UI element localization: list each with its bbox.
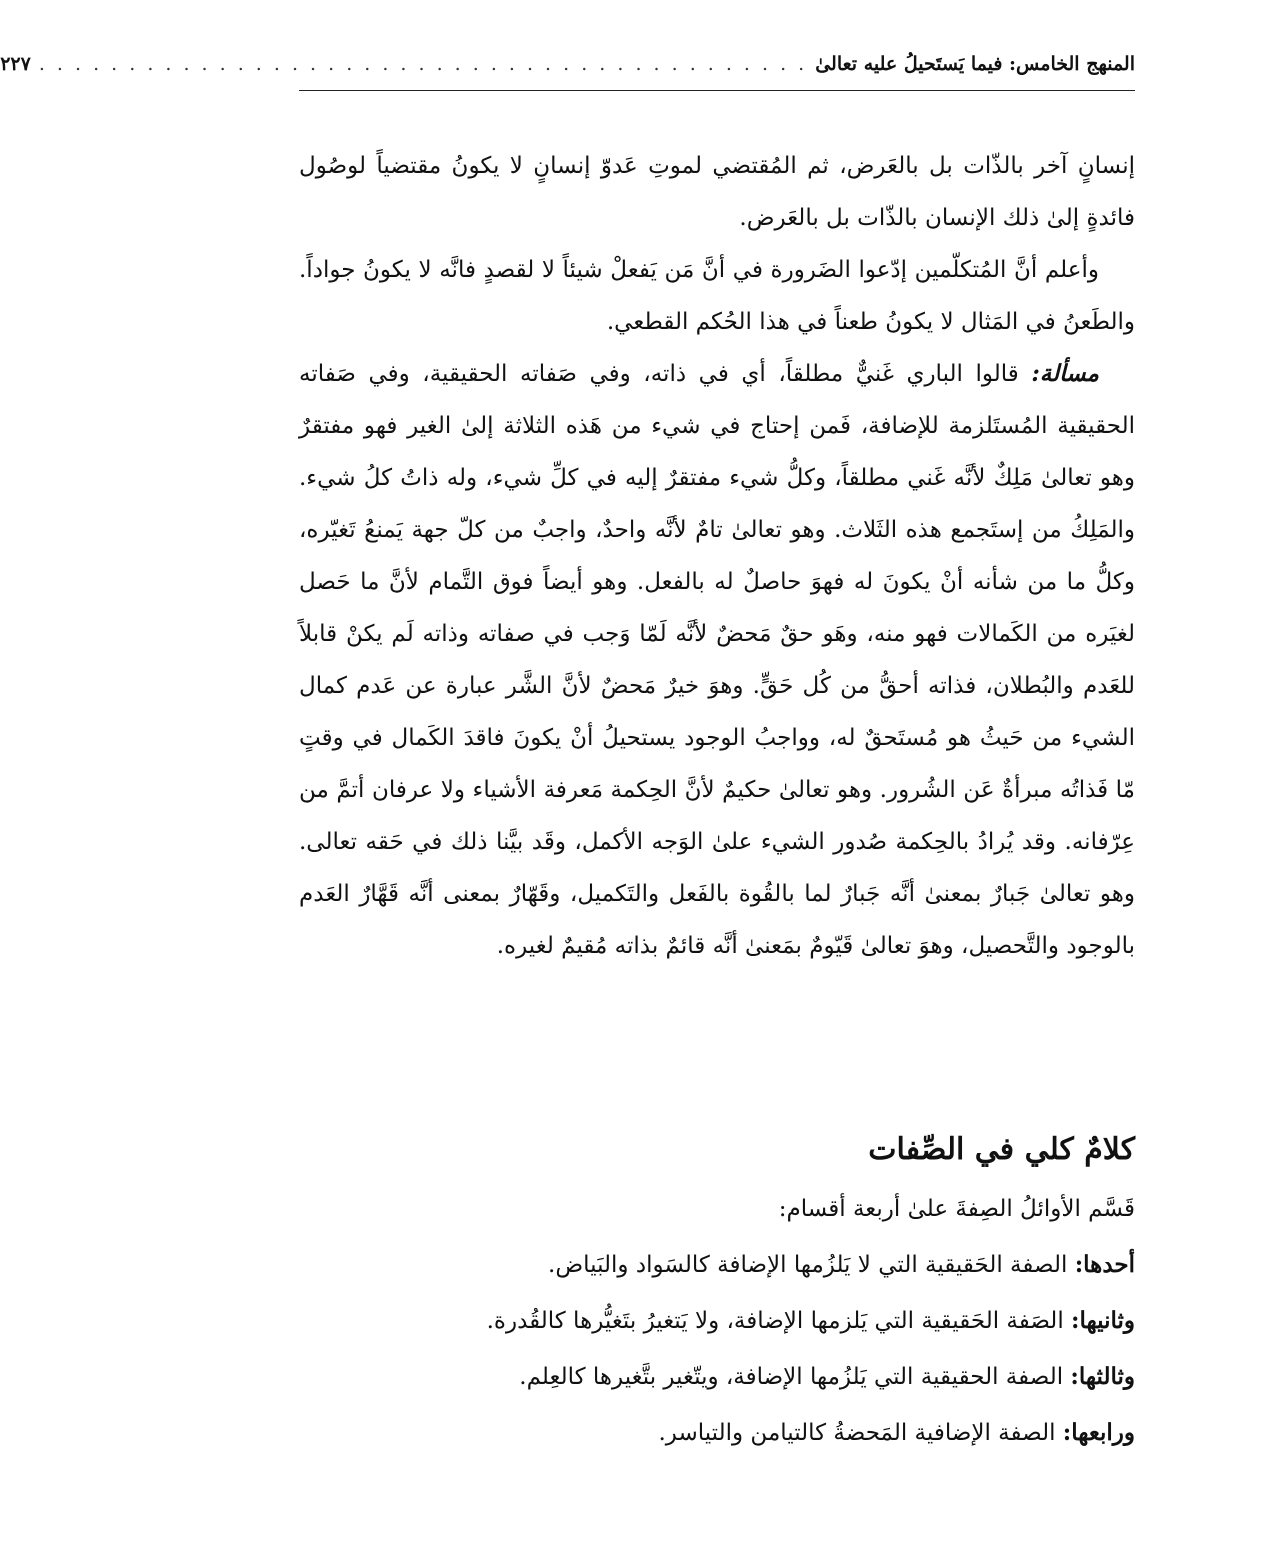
- paragraph-2: وأعلم أنَّ المُتكلّمين إدّعوا الضَرورة في أنَّ مَن يَفعلْ شيئاً لا لقصدٍ فانَّه لا يكونُ جواداً. والطَعنُ في المَثال لا يكونُ طعناً في هذا الحُكم القطعي.: [299, 257, 1135, 335]
- item-lead: وثانيها:: [1071, 1307, 1135, 1334]
- item-text: الصَفة الحَقيقية التي يَلزمها الإضافة، ولا يَتغيرُ بتَغيُّرها كالقُدرة.: [486, 1308, 1064, 1334]
- page-number: ٢٢٧: [0, 53, 31, 75]
- paragraph-1: إنسانٍ آخر بالذّات بل بالعَرض، ثم المُقتضي لموتِ عَدوّ إنسانٍ لا يكونُ مقتضياً لوصُول فائدةٍ إلىٰ ذلك الإنسان بالذّات بل بالعَرض.: [299, 153, 1135, 231]
- list-item: [299, 1349, 1135, 1405]
- list-item: [299, 1293, 1135, 1349]
- list-item: [299, 1405, 1135, 1461]
- header-rule: [299, 90, 1135, 91]
- item-text: الصفة الحقيقية التي يَلزُمها الإضافة، ويتّغير بتَّغيرها كالعِلم.: [519, 1364, 1064, 1390]
- section-intro: قَسَّم الأوائلُ الصِفةَ علىٰ أربعة أقسام:: [778, 1196, 1135, 1222]
- section-attributes: [299, 1125, 1135, 1461]
- chapter-title: المنهج الخامس: فيما يَستَحيلُ عليه تعالىٰ: [815, 53, 1135, 75]
- list-item: [299, 1237, 1135, 1293]
- item-text: الصفة الحَقيقية التي لا يَلزُمها الإضافة كالسَواد والبَياض.: [548, 1252, 1068, 1278]
- item-text: الصفة الإضافية المَحضةُ كالتيامن والتياسر.: [658, 1420, 1056, 1446]
- paragraph-3-text: قالوا الباري غَنيٌّ مطلقاً، أي في ذاته، وفي صَفاته الحقيقية، وفي صَفاته الحقيقية المُستَلزمة للإضافة، فَمن إحتاج في شيء من هَذه الثلاثة إلىٰ الغير فهو مفتقرٌ وهو تعالىٰ مَلِكٌ لأنَّه غَني مطلقاً، وكلُّ شيء مفتقرٌ إليه في كلِّ شيء، وله ذاتُ كلُ شيء. والمَلِكُ من إستَجمع هذه الثَلاث. وهو تعالىٰ تامٌ لأنَّه واحدٌ، واجبٌ من كلّ جهة يَمنعُ تَغيّره، وكلُّ ما من شأنه أنْ يكونَ له فهوَ حاصلٌ له بالفعل. وهو أيضاً فوق التَّمام لأنَّ ما حَصل لغيَره من الكَمالات فهو منه، وهَو حقٌ مَحضٌ لأنَّه لَمّا وَجب في صفاته وذاته لَم يكنْ قابلاً للعَدم والبُطلان، فذاته أحقُّ من كُل حَقٍّ. وهوَ خيرٌ مَحضٌ لأنَّ الشَّر عبارة عن عَدم كمال الشيء من حَيثُ هو مُستَحقٌ له، وواجبُ الوجود يستحيلُ أنْ يكونَ فاقدَ الكَمال في وقتٍ مّا فَذاتُه مبرأةٌ عَن الشُرور. وهو تعالىٰ حكيمٌ لأنَّ الحِكمة مَعرفة الأشياء ولا عرفان أتمَّ من عِرّفانه. وقد يُرادُ بالحِكمة صُدور الشيء علىٰ الوَجه الأكمل، وقَد بيَّنا ذلك في حَقه تعالى. وهو تعالىٰ جَبارٌ بمعنىٰ أنَّه جَبارٌ لما بالقُوة بالفَعل والتَكميل، وقَهّارٌ بمعنى أنَّه قَهَّارٌ العَدم بالوجود والتَّحصيل، وهوَ تعالىٰ قَيّومٌ بمَعنىٰ أنَّه قائمٌ بذاته مُقيمٌ لغيره.: [299, 361, 1135, 959]
- leader-dots: . . . . . . . . . . . . . . . . . . . . . . . . . . . . . . . . . . . . . . . . . . .: [38, 53, 808, 75]
- section-heading: كلامٌ كلي في الصِّفات: [868, 1132, 1135, 1167]
- paragraph-3: [299, 348, 1135, 972]
- main-text: [299, 140, 1135, 972]
- item-lead: ورابعها:: [1062, 1419, 1135, 1446]
- issue-term: مسألة:: [1031, 360, 1099, 387]
- running-header: [0, 44, 1135, 84]
- item-lead: وثالثها:: [1070, 1363, 1135, 1390]
- item-lead: أحدها:: [1074, 1251, 1135, 1278]
